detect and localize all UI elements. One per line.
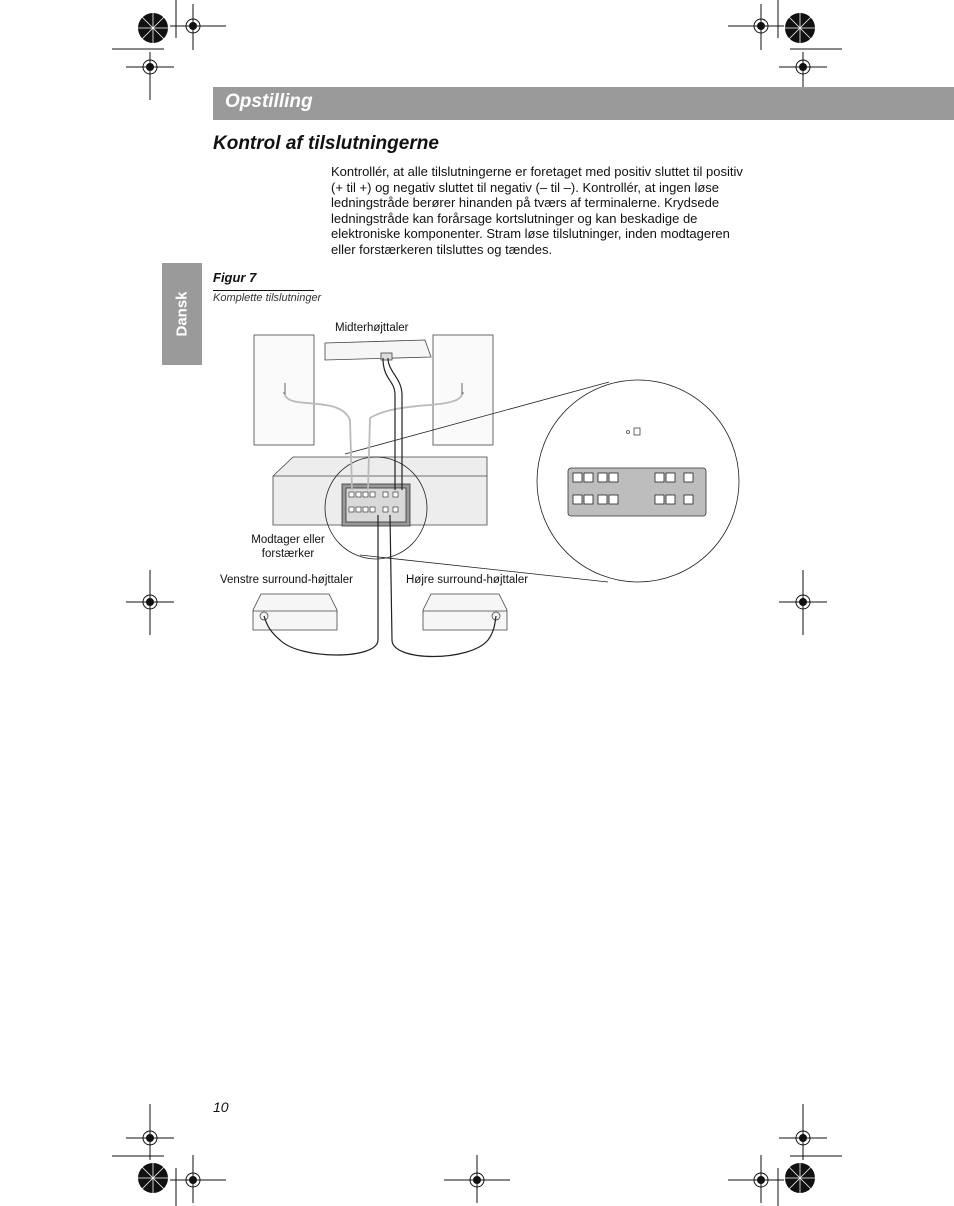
center-speaker-label: Midterhøjttaler (335, 322, 409, 334)
left-front-speaker (254, 335, 314, 445)
figure-label: Figur 7 (213, 270, 257, 285)
page-number: 10 (213, 1099, 229, 1115)
center-speaker (325, 340, 431, 360)
section-title: Opstilling (225, 91, 313, 112)
figure-caption: Komplette tilslutninger (213, 292, 322, 304)
page-heading: Kontrol af tilslutningerne (213, 133, 439, 154)
language-tab-label: Dansk (173, 291, 191, 337)
receiver-label-line2: forstærker (261, 548, 315, 560)
receiver-label (240, 533, 336, 561)
receiver-label-line1: Modtager eller (251, 534, 325, 546)
right-surround-label: Højre surround-højttaler (406, 574, 529, 586)
body-paragraph: Kontrollér, at alle tilslutningerne er foretaget med positiv sluttet til positiv (+ til +) og negativ sluttet til negativ (– til –). Kontrollér, at ingen løse ledningstråde berører hinanden på tværs af terminalerne. Krydsede ledningstråde kan forårsage kortslutninger og kan beskadige de elektroniske komponenter. Stram løse tilslutninger, inden modtageren eller forstærkeren tilsluttes og tændes. (331, 164, 743, 257)
left-surround-label: Venstre surround-højttaler (220, 574, 353, 586)
right-front-speaker (433, 335, 493, 445)
